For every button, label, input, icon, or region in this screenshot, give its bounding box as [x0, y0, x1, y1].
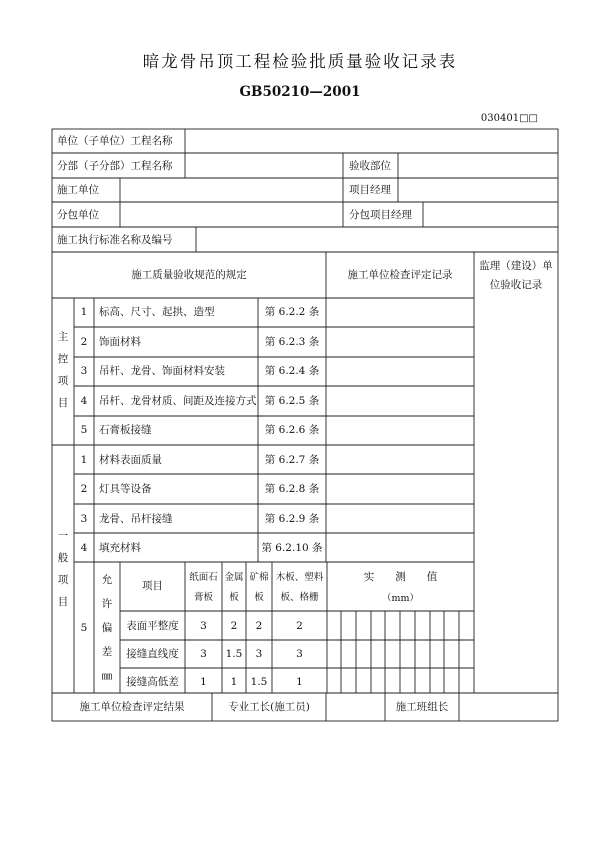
material-col-line1: 纸面石: [189, 572, 218, 583]
deviation-label-char: 偏: [101, 622, 113, 634]
team-leader-label: 施工班组长: [395, 701, 449, 713]
deviation-label-char: 差: [101, 646, 113, 658]
main-label-char: 主: [57, 331, 69, 343]
material-col-line2: 膏板: [193, 592, 213, 603]
main-item-clause: 第 6.2.4 条: [264, 365, 320, 377]
general-item-no: 2: [80, 483, 88, 495]
general-label-char: 般: [57, 552, 69, 564]
main-item-no: 2: [80, 336, 88, 348]
main-item-no: 3: [80, 365, 88, 377]
main-item-no: 4: [80, 395, 88, 407]
general-item-clause: 第 6.2.9 条: [264, 513, 320, 525]
material-col-line1: 木板、塑料: [275, 572, 324, 583]
general-item-clause: 第 6.2.10 条: [261, 542, 323, 554]
deviation-row-name: 接缝高低差: [126, 676, 179, 688]
general-item-name: 材料表面质量: [99, 454, 162, 466]
material-col-line1: 金属: [224, 572, 244, 583]
material-col-line2: 板、格栅: [280, 592, 319, 603]
deviation-value: 1: [296, 676, 303, 688]
deviation-value: 1.5: [225, 648, 243, 660]
main-item-name: 吊杆、龙骨材质、间距及连接方式: [99, 395, 257, 407]
material-col-line2: 板: [254, 592, 264, 603]
deviation-value: 3: [200, 620, 207, 632]
main-item-clause: 第 6.2.6 条: [264, 424, 320, 436]
deviation-unit: ㎜: [101, 670, 113, 682]
measured-values-header: 实 测 值: [363, 571, 438, 583]
deviation-value: 2: [296, 620, 303, 632]
deviation-row-name: 表面平整度: [126, 620, 179, 632]
form-number: 030401□□: [480, 113, 538, 124]
project-manager-label: 项目经理: [349, 184, 391, 196]
contractor-check-header: 施工单位检查评定记录: [347, 269, 453, 281]
general-item-no: 3: [80, 513, 88, 525]
subcontract-manager-label: 分包项目经理: [349, 209, 412, 221]
general-label-char: 一: [57, 530, 69, 542]
general-item-name: 灯具等设备: [99, 483, 152, 495]
deviation-value: 3: [200, 648, 207, 660]
check-result-label: 施工单位检查评定结果: [79, 701, 185, 713]
general-item-name: 填充材料: [99, 542, 141, 554]
main-label-char: 目: [57, 397, 69, 409]
material-col-line2: 板: [229, 592, 239, 603]
deviation-item-no: 5: [80, 622, 88, 634]
main-item-no: 5: [80, 424, 88, 436]
construction-unit-label: 施工单位: [57, 184, 99, 196]
general-item-name: 龙骨、吊杆接缝: [99, 513, 173, 525]
main-label-char: 控: [57, 353, 69, 365]
deviation-label-char: 许: [101, 598, 113, 610]
deviation-item-header: 项目: [142, 580, 163, 592]
spec-column-header: 施工质量验收规范的规定: [131, 269, 247, 281]
deviation-value: 3: [296, 648, 303, 660]
main-item-no: 1: [80, 306, 88, 318]
material-col-line1: 矿棉: [249, 572, 269, 583]
main-item-name: 吊杆、龙骨、饰面材料安装: [99, 365, 225, 377]
supervisor-header-line1: 监理（建设）单: [479, 260, 553, 272]
deviation-row-name: 接缝直线度: [126, 648, 179, 660]
general-item-clause: 第 6.2.8 条: [264, 483, 320, 495]
main-item-clause: 第 6.2.2 条: [264, 306, 320, 318]
standard-name-label: 施工执行标准名称及编号: [57, 234, 173, 246]
unit-project-label: 单位（子单位）工程名称: [57, 135, 173, 147]
deviation-value: 1: [230, 676, 238, 688]
acceptance-part-label: 验收部位: [349, 160, 391, 172]
general-label-char: 项: [57, 574, 69, 586]
standard-code: GB50210—2001: [239, 84, 361, 100]
main-item-name: 饰面材料: [99, 336, 141, 348]
measured-values-unit: （mm）: [381, 593, 420, 604]
deviation-value: 1: [200, 676, 207, 688]
foreman-label: 专业工长(施工员): [228, 701, 310, 713]
main-label-char: 项: [57, 375, 69, 387]
deviation-value: 1.5: [250, 676, 268, 688]
sub-project-label: 分部（子分部）工程名称: [57, 160, 173, 172]
main-item-clause: 第 6.2.5 条: [264, 395, 320, 407]
general-item-clause: 第 6.2.7 条: [264, 454, 320, 466]
general-item-no: 1: [80, 454, 88, 466]
deviation-value: 2: [255, 620, 263, 632]
main-item-clause: 第 6.2.3 条: [264, 336, 320, 348]
subcontract-unit-label: 分包单位: [57, 209, 99, 221]
main-item-name: 石膏板接缝: [99, 424, 152, 436]
deviation-value: 3: [255, 648, 263, 660]
deviation-label-char: 允: [101, 574, 113, 586]
general-label-char: 目: [57, 596, 69, 608]
general-item-no: 4: [80, 542, 88, 554]
deviation-value: 2: [230, 620, 238, 632]
supervisor-header-line2: 位验收记录: [489, 279, 543, 291]
document-title: 暗龙骨吊顶工程检验批质量验收记录表: [142, 52, 458, 71]
main-item-name: 标高、尺寸、起拱、造型: [99, 306, 215, 318]
